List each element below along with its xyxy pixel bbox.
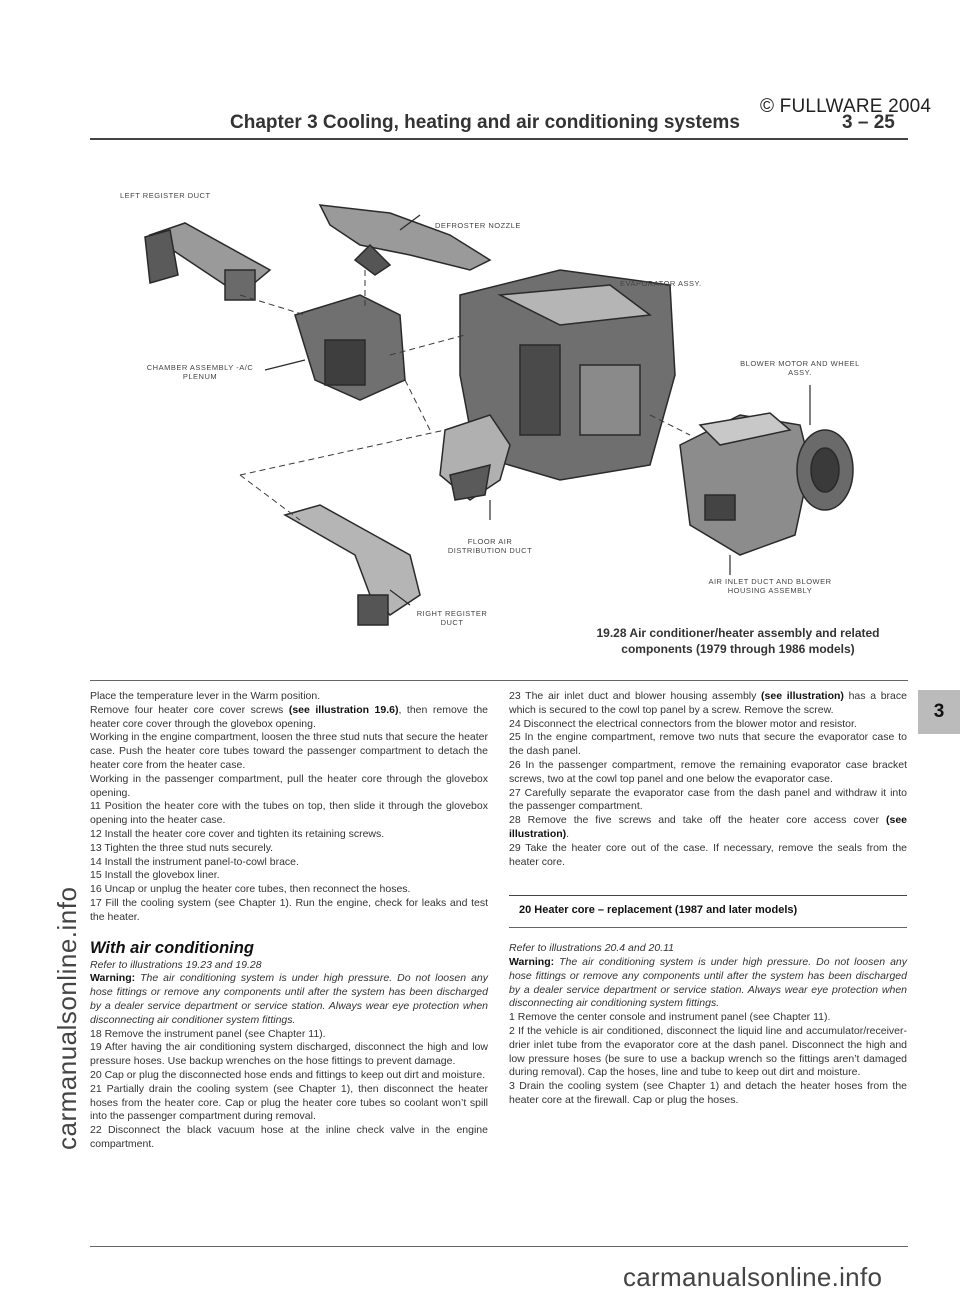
illustration-reference: Refer to illustrations 19.23 and 19.28 — [90, 958, 262, 971]
step-23: 23 The air inlet duct and blower housing assembly (see illustration) has a brace which is secured to the cowl top panel by a screw. Remove the screw. — [509, 690, 907, 716]
chapter-header — [230, 112, 910, 134]
label-right-register-duct: RIGHT REGISTER DUCT — [416, 609, 488, 627]
copyright-watermark: © FULLWARE 2004 — [760, 96, 932, 117]
step-7: Place the temperature lever in the Warm position. — [90, 690, 321, 702]
label-air-inlet-duct: AIR INLET DUCT AND BLOWER HOUSING ASSEMBLY — [708, 577, 832, 595]
warning-paragraph-2: Warning: The air conditioning system is under high pressure. Do not loosen any hose fittings or remove any components until after the system has been discharged by a dealer service department or service station. Always wear eye protection when disconnecting air conditioning system fittings. — [509, 955, 907, 1010]
step-27: 27 Carefully separate the evaporator case from the dash panel and withdraw it into the passenger compartment. — [509, 786, 907, 813]
step-8: Remove four heater core cover screws (see illustration 19.6), then remove the heater core cover through the glovebox opening. — [90, 703, 488, 730]
chapter-title: Chapter 3 Cooling, heating and air conditioning systems — [230, 112, 740, 133]
label-blower-motor: BLOWER MOTOR AND WHEEL ASSY. — [740, 359, 860, 377]
step-17: 17 Fill the cooling system (see Chapter 1). Run the engine, check for leaks and test the heater. — [90, 896, 488, 923]
side-watermark: carmanualsonline.info — [52, 886, 82, 1150]
step-19: 19 After having the air conditioning system discharged, disconnect the high and low pressure hoses. Use backup wrenches on the hose fittings to prevent damage. — [90, 1041, 488, 1068]
step-16: 16 Uncap or unplug the heater core tubes, then reconnect the hoses. — [90, 883, 411, 896]
label-defroster-nozzle: DEFROSTER NOZZLE — [435, 221, 521, 230]
step-24: 24 Disconnect the electrical connectors from the blower motor and resistor. — [509, 717, 857, 730]
step-14: 14 Install the instrument panel-to-cowl brace. — [90, 855, 299, 868]
step-26: 26 In the passenger compartment, remove the remaining evaporator case bracket screws, two at the cowl top panel and one below the evaporator case. — [509, 758, 907, 785]
step-9: Working in the engine compartment, loosen the three stud nuts that secure the heater case. Push the heater core tubes toward the passenger compartment to detach the heater core from the heater case. — [90, 731, 488, 771]
step-18: 18 Remove the instrument panel (see Chapter 11). — [90, 1027, 326, 1040]
warning-paragraph: Warning: The air conditioning system is under high pressure. Do not loosen any hose fittings or remove any components until after the system has been discharged by a dealer service department or service station. Always wear eye protection when disconnecting air conditioner system fittings. — [90, 972, 488, 1026]
step-2: 2 If the vehicle is air conditioned, disconnect the liquid line and accumulator/receiver-drier inlet tube from the evaporator core at the dash panel. Disconnect the high and low pressure hoses (be sure to use a backup wrench so the fittings aren’t damaged during removal). Cap the hoses, line and tube to keep out dirt and moisture. — [509, 1024, 907, 1079]
step-3: 3 Drain the cooling system (see Chapter 1) and detach the heater hoses from the heater core at the firewall. Cap or plug the hoses. — [509, 1080, 907, 1106]
section-heading: 20 Heater core – replacement (1987 and later models) — [509, 895, 907, 928]
step-29: 29 Take the heater core out of the case. If necessary, remove the seals from the heater core. — [509, 841, 907, 868]
subsection-heading: With air conditioning — [90, 938, 254, 957]
caption-line-2: components (1979 through 1986 models) — [621, 642, 855, 656]
left-column — [90, 690, 488, 1152]
step-11: 11 Position the heater core with the tubes on top, then slide it through the glovebox opening into the heater case. — [90, 800, 488, 827]
step-25: 25 In the engine compartment, remove two nuts that secure the evaporator case to the dash panel. — [509, 731, 907, 758]
right-column — [509, 690, 907, 1108]
step-20: 20 Cap or plug the disconnected hose ends and fittings to keep out dirt and moisture. — [90, 1068, 486, 1081]
illustration-reference-2: Refer to illustrations 20.4 and 20.11 — [509, 942, 674, 955]
step-1: 1 Remove the center console and instrument panel (see Chapter 11). — [509, 1011, 831, 1024]
step-10: Working in the passenger compartment, pull the heater core through the glovebox opening. — [90, 772, 488, 799]
header-rule — [90, 138, 908, 140]
figure-caption — [568, 625, 908, 657]
caption-line-1: 19.28 Air conditioner/heater assembly and related — [596, 626, 880, 640]
label-chamber-assembly: CHAMBER ASSEMBLY -A/C PLENUM — [146, 363, 254, 381]
step-28: 28 Remove the five screws and take off the heater core access cover (see illustration). — [509, 814, 907, 840]
label-floor-air-duct: FLOOR AIR DISTRIBUTION DUCT — [447, 537, 533, 555]
label-left-register-duct: LEFT REGISTER DUCT — [120, 191, 211, 200]
bottom-watermark: carmanualsonline.info — [623, 1262, 883, 1292]
page-number: 3 – 25 — [842, 112, 895, 133]
step-21: 21 Partially drain the cooling system (see Chapter 1), then disconnect the heater hoses from the heater core. Cap or plug the heater core tubes so coolant won’t spill into the passenger compartment during removal. — [90, 1082, 488, 1123]
step-12: 12 Install the heater core cover and tighten its retaining screws. — [90, 827, 385, 840]
label-evaporator-assy: EVAPORATOR ASSY. — [620, 279, 702, 288]
step-22: 22 Disconnect the black vacuum hose at the inline check valve in the engine compartment. — [90, 1124, 488, 1150]
figure-rule — [90, 680, 908, 681]
step-13: 13 Tighten the three stud nuts securely. — [90, 841, 274, 854]
step-15: 15 Install the glovebox liner. — [90, 869, 220, 882]
assembly-illustration — [90, 175, 910, 665]
chapter-tab: 3 — [918, 690, 960, 734]
footer-rule — [90, 1246, 908, 1247]
